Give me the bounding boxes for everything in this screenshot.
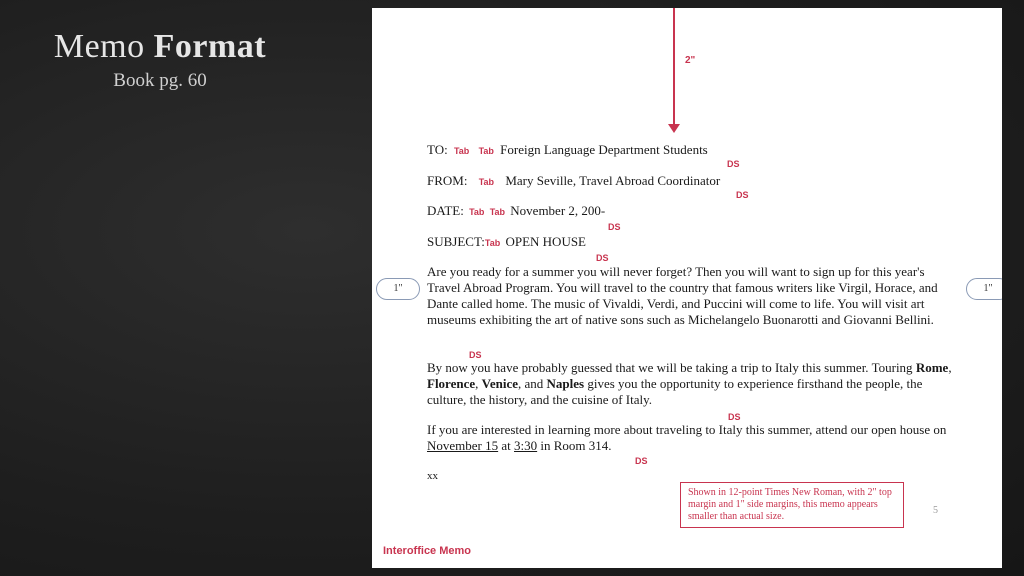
separator: , and <box>518 376 547 391</box>
ds-marker: DS <box>608 222 621 232</box>
memo-document-image <box>372 8 1002 568</box>
memo-date-line <box>427 203 605 220</box>
separator: , <box>948 360 952 375</box>
top-margin-label: 2" <box>685 55 696 66</box>
city-florence: Florence <box>427 376 476 391</box>
separator: at <box>498 438 515 453</box>
reference-initials: xx <box>427 470 438 482</box>
city-venice: Venice <box>481 376 518 391</box>
from-key: FROM: <box>427 173 468 188</box>
tab-marker: Tab <box>484 238 501 248</box>
paragraph-1-text: Are you ready for a summer you will never forget? Then you will want to sign up for this year's Travel Abroad Program. You will travel to the country that famous writers like Virgil, Horace, and Dante called home. The music of Vivaldi, Verdi, and Puccini will come to life. You will visit art museums exhibiting the art of native sons such as Michelangelo Buonarotti and Giovanni Bellini. <box>427 264 938 327</box>
tab-marker: Tab <box>489 207 506 217</box>
city-rome: Rome <box>915 360 949 375</box>
top-margin-arrow-head <box>668 124 680 133</box>
title-regular: Memo <box>53 28 145 65</box>
tab-marker: Tab <box>469 207 485 217</box>
slide-title <box>0 28 320 66</box>
ds-marker: DS <box>469 350 482 360</box>
memo-from-line <box>427 173 720 190</box>
ds-marker: DS <box>736 190 749 200</box>
to-value: Foreign Language Department Students <box>500 142 708 157</box>
subject-value: OPEN HOUSE <box>505 234 587 249</box>
ds-marker: DS <box>727 159 740 169</box>
memo-paragraph-3 <box>427 422 957 454</box>
memo-paragraph-1 <box>427 264 957 328</box>
date-key: DATE: <box>427 203 464 218</box>
slide-title-block <box>0 28 320 92</box>
size-note-box: Shown in 12-point Times New Roman, with 2" top margin and 1" side margins, this memo appears smaller than actual size. <box>680 482 904 528</box>
ds-marker: DS <box>596 253 609 263</box>
document-footer-label: Interoffice Memo <box>383 545 472 557</box>
paragraph-3-text <box>427 422 957 454</box>
ds-marker: DS <box>635 456 648 466</box>
memo-paragraph-2 <box>427 360 957 408</box>
memo-to-line <box>427 142 708 159</box>
to-key: TO: <box>427 142 448 157</box>
title-bold: Format <box>153 28 267 65</box>
page-number: 5 <box>933 505 938 516</box>
left-margin-label: 1" <box>376 278 420 300</box>
separator: , <box>475 376 482 391</box>
paragraph-2-tail: gives you the opportunity to experience firsthand the people, the culture, the history, and the cuisine of Italy. <box>427 376 923 407</box>
tab-marker: Tab <box>478 177 495 187</box>
paragraph-3-lead: If you are interested in learning more about traveling to Italy this summer, attend our open house on <box>427 422 947 437</box>
paragraph-2-text <box>427 360 957 408</box>
top-margin-arrow-line <box>673 8 675 126</box>
date-value: November 2, 200- <box>510 203 606 218</box>
tab-marker: Tab <box>478 146 494 156</box>
slide-subtitle: Book pg. 60 <box>113 70 207 91</box>
from-value: Mary Seville, Travel Abroad Coordinator <box>505 173 721 188</box>
subject-key: SUBJECT: <box>427 234 485 249</box>
tab-marker: Tab <box>453 146 470 156</box>
paragraph-2-lead: By now you have probably guessed that we will be taking a trip to Italy this summer. Touring <box>427 360 916 375</box>
city-naples: Naples <box>546 376 585 391</box>
memo-subject-line <box>427 234 586 251</box>
ds-marker: DS <box>728 412 741 422</box>
right-margin-label: 1" <box>966 278 1002 300</box>
open-house-time: 3:30 <box>514 438 538 453</box>
paragraph-3-tail: in Room 314. <box>537 438 612 453</box>
open-house-date: November 15 <box>427 438 499 453</box>
